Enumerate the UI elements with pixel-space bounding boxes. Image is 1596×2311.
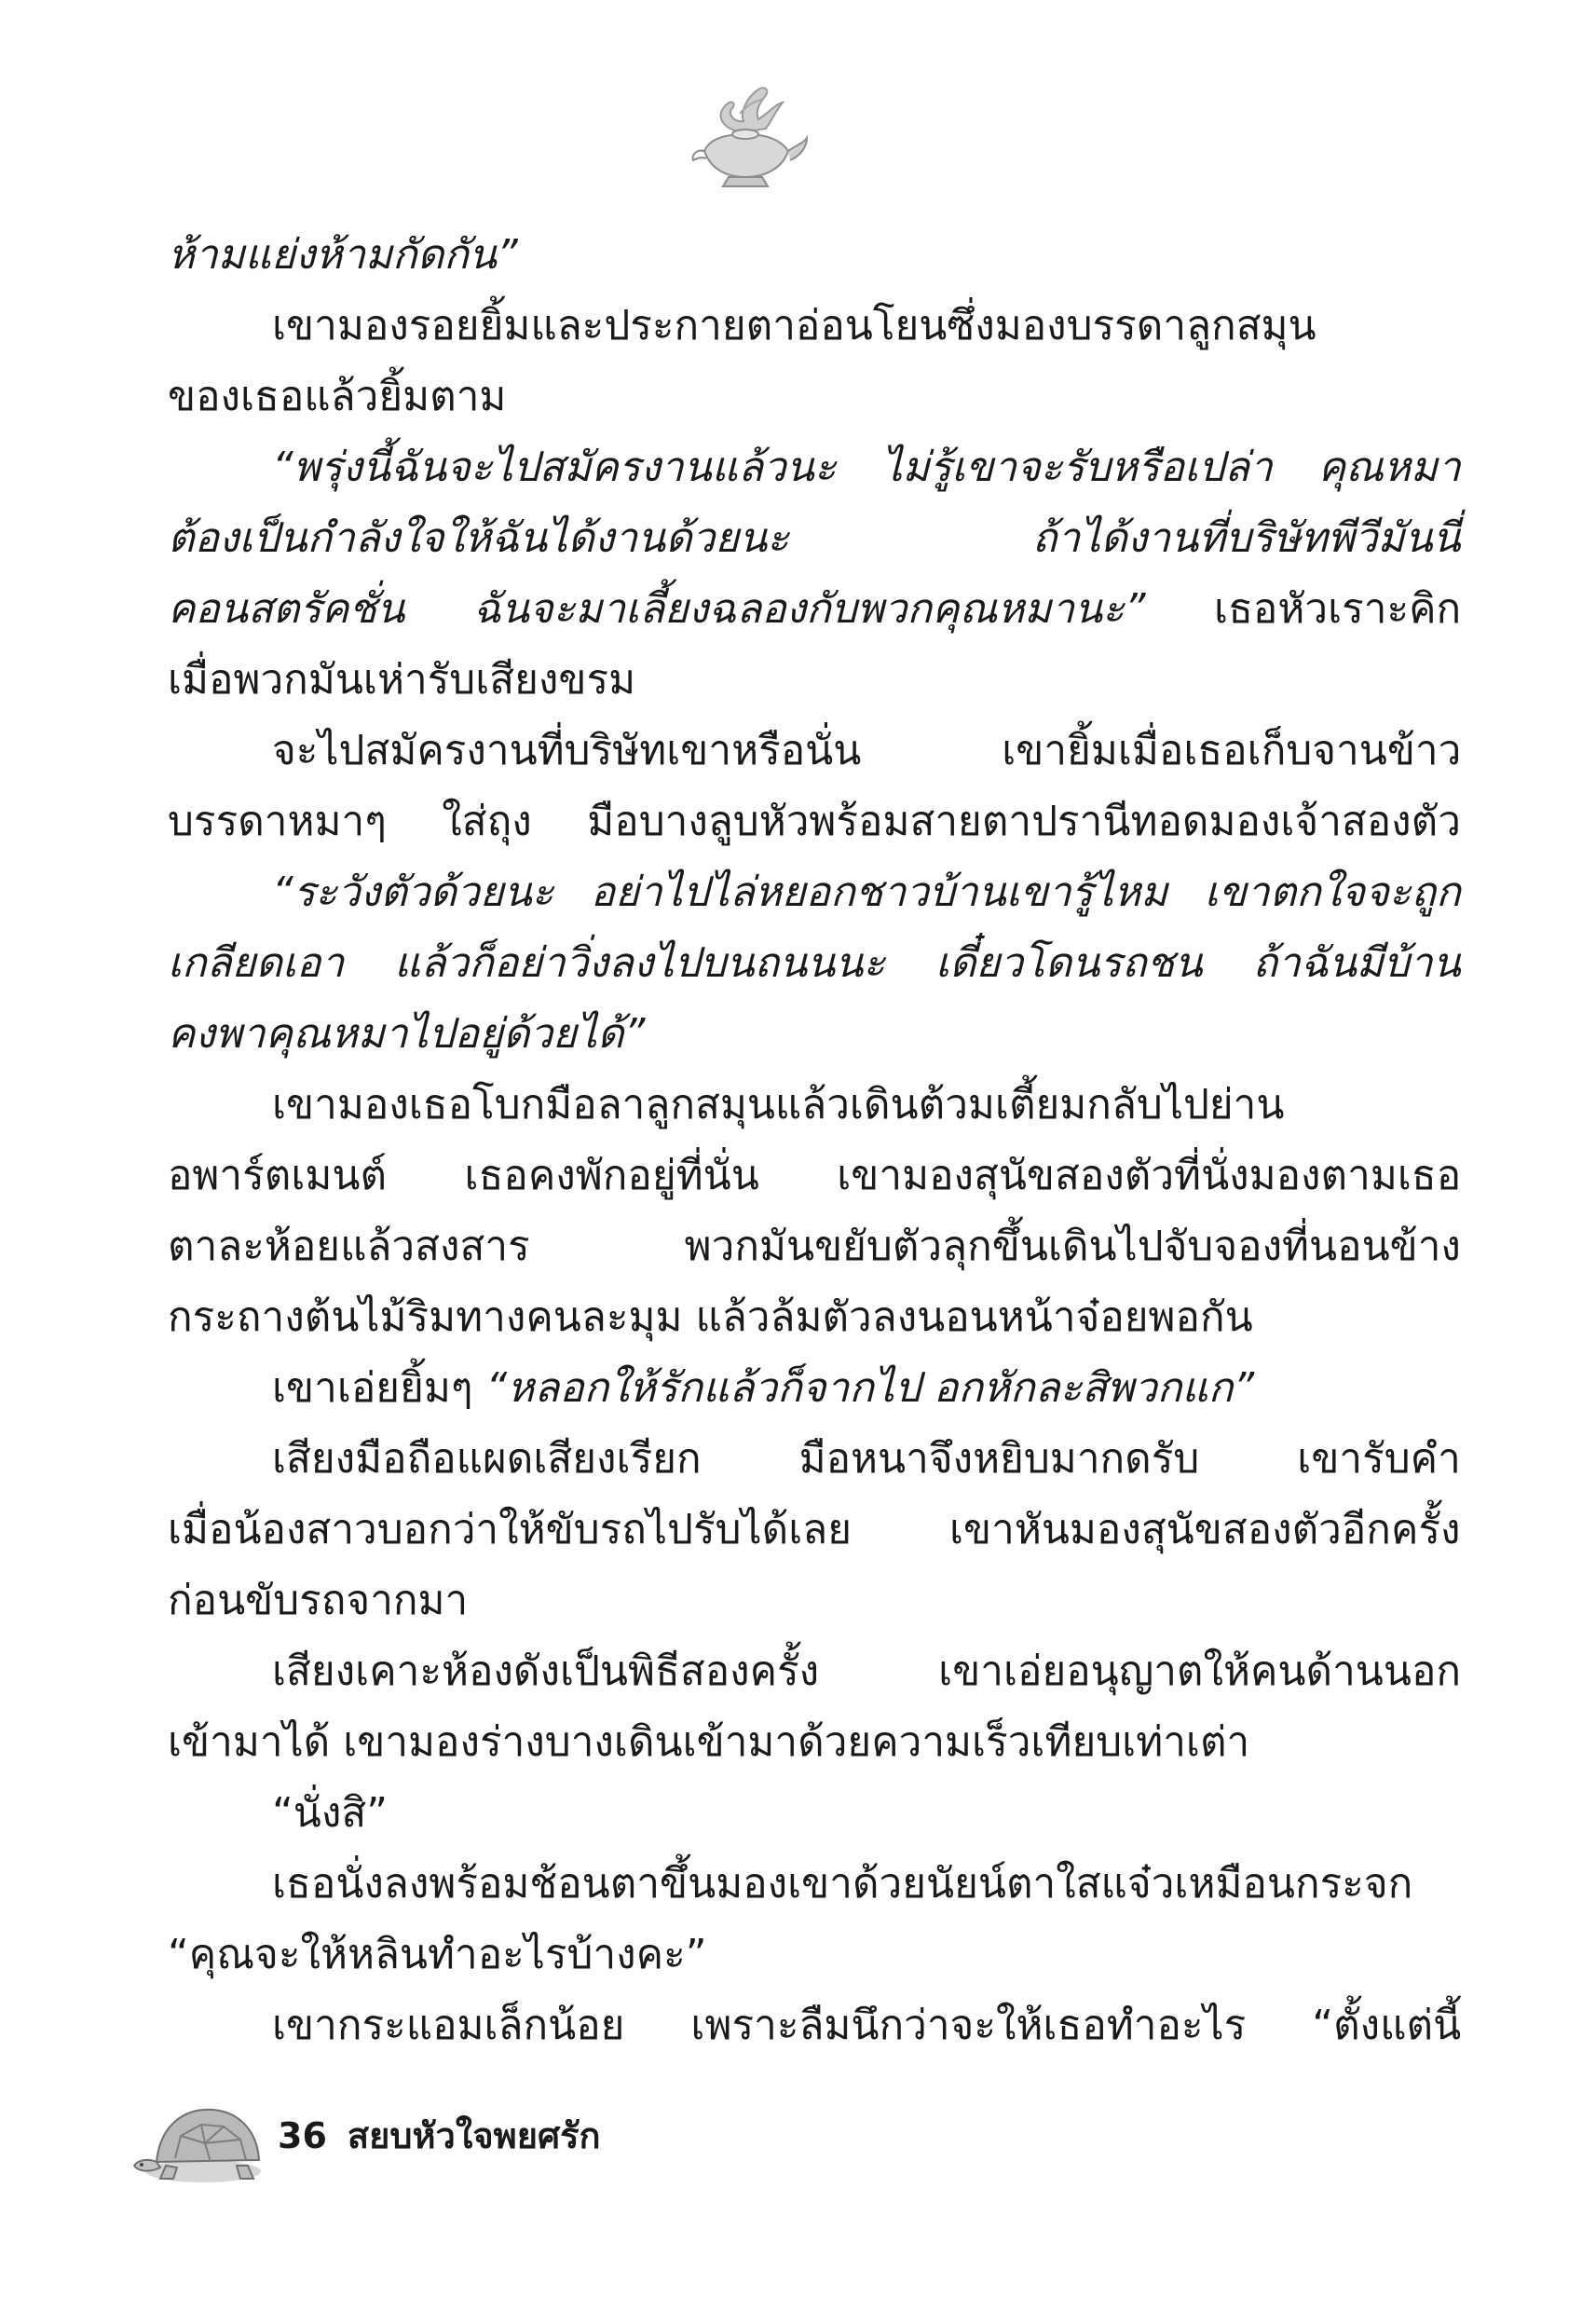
page-number: 36 (278, 2115, 327, 2156)
page-footer (129, 2087, 688, 2190)
text-run: เขาเอ่ยยิ้มๆ (272, 1364, 486, 1412)
genie-lamp-icon (686, 76, 811, 190)
text-line (168, 1282, 1253, 1353)
text-line (272, 432, 1461, 503)
text-line (272, 1070, 1284, 1141)
text-run: เกลียดเอา แล้วก็อย่าวิ่งลงไปบนถนนนะ เดี๋ยวโดนรถชน ถ้าฉันมีบ้าน (168, 939, 1461, 987)
text-run: เขากระแอมเล็กน้อย เพราะลืมนึกว่าจะให้เธอทำอะไร “ตั้งแต่นี้ (272, 2002, 1462, 2049)
text-run: ของเธอแล้วยิ้มตาม (168, 373, 507, 420)
text-line (168, 1495, 1461, 1566)
text-line (272, 1778, 388, 1849)
text-line (168, 220, 518, 291)
text-run: อพาร์ตเมนต์ เธอคงพักอยู่ที่นั่น เขามองสุนัขสองตัวที่นั่งมองตามเธอ (168, 1152, 1462, 1199)
text-run: “หลอกให้รักแล้วก็จากไป อกหักละสิพวกแก” (485, 1364, 1255, 1412)
turtle-icon (129, 2087, 273, 2188)
text-run: เสียงเคาะห้องดังเป็นพิธีสองครั้ง เขาเอ่ยอนุญาตให้คนด้านนอก (272, 1648, 1462, 1695)
text-run: “พรุ่งนี้ฉันจะไปสมัครงานแล้วนะ ไม่รู้เขาจะรับหรือเปล่า คุณหมา (272, 444, 1461, 491)
text-run: เธอหัวเราะคิก (1145, 585, 1462, 633)
text-line (272, 716, 1461, 786)
text-line (168, 1141, 1461, 1211)
text-line (272, 1424, 1461, 1495)
text-line (168, 1566, 468, 1636)
text-line (168, 645, 635, 716)
text-line (168, 928, 1461, 999)
text-run: “นั่งสิ” (272, 1789, 389, 1837)
text-run: ก่อนขับรถจากมา (168, 1577, 469, 1624)
footer-text (278, 2108, 601, 2164)
text-line (168, 574, 1461, 645)
text-run: ตาละห้อยแล้วสงสาร พวกมันขยับตัวลุกขึ้นเดินไปจับจองที่นอนข้าง (168, 1223, 1461, 1270)
text-line (272, 1636, 1461, 1707)
text-run: เข้ามาได้ เขามองร่างบางเดินเข้ามาด้วยความเร็วเทียบเท่าเต่า (168, 1718, 1250, 1766)
text-run: กระถางต้นไม้ริมทางคนละมุม แล้วล้มตัวลงนอนหน้าจ๋อยพอกัน (168, 1293, 1253, 1341)
text-line (168, 786, 1461, 857)
text-run: คอนสตรัคชั่น ฉันจะมาเลี้ยงฉลองกับพวกคุณหมานะ” (168, 585, 1146, 633)
text-run: เขามองเธอโบกมือลาลูกสมุนแล้วเดินต้วมเตี้ยมกลับไปย่าน (272, 1081, 1285, 1128)
text-run: คงพาคุณหมาไปอยู่ด้วยได้” (168, 1010, 646, 1058)
text-run: “ระวังตัวด้วยนะ อย่าไปไล่หยอกชาวบ้านเขารู้ไหม เขาตกใจจะถูก (272, 868, 1461, 916)
book-title: สยบหัวใจพยศรัก (347, 2115, 601, 2156)
text-line (272, 291, 1316, 362)
text-line (272, 857, 1461, 928)
text-run: เธอนั่งลงพร้อมช้อนตาขึ้นมองเขาด้วยนัยน์ตาใสแจ๋วเหมือนกระจก (272, 1860, 1413, 1908)
text-line (272, 1353, 1254, 1424)
text-line (272, 1990, 1461, 2061)
text-run: ห้ามแย่งห้ามกัดกัน” (168, 231, 518, 279)
text-line (168, 362, 506, 432)
text-run: บรรดาหมาๆ ใส่ถุง มือบางลูบหัวพร้อมสายตาปรานีทอดมองเจ้าสองตัว (168, 798, 1461, 845)
text-line (168, 503, 1461, 574)
text-line (168, 1920, 707, 1990)
text-run: เมื่อน้องสาวบอกว่าให้ขับรถไปรับได้เลย เขาหันมองสุนัขสองตัวอีกครั้ง (168, 1506, 1461, 1553)
text-run: จะไปสมัครงานที่บริษัทเขาหรือนั่น เขายิ้มเมื่อเธอเก็บจานข้าว (272, 727, 1462, 774)
text-run: เสียงมือถือแผดเสียงเรียก มือหนาจึงหยิบมากดรับ เขารับคำ (272, 1435, 1461, 1483)
text-line (168, 1211, 1461, 1282)
text-run: “คุณจะให้หลินทำอะไรบ้างคะ” (168, 1931, 707, 1978)
text-line (168, 999, 645, 1070)
text-run: ต้องเป็นกำลังใจให้ฉันได้งานด้วยนะ ถ้าได้งานที่บริษัทพีวีมันนี่ (168, 514, 1461, 562)
text-line (168, 1707, 1249, 1778)
text-line (272, 1849, 1412, 1920)
text-run: เขามองรอยยิ้มและประกายตาอ่อนโยนซึ่งมองบรรดาลูกสมุน (272, 302, 1316, 349)
text-run: เมื่อพวกมันเห่ารับเสียงขรม (168, 656, 636, 704)
